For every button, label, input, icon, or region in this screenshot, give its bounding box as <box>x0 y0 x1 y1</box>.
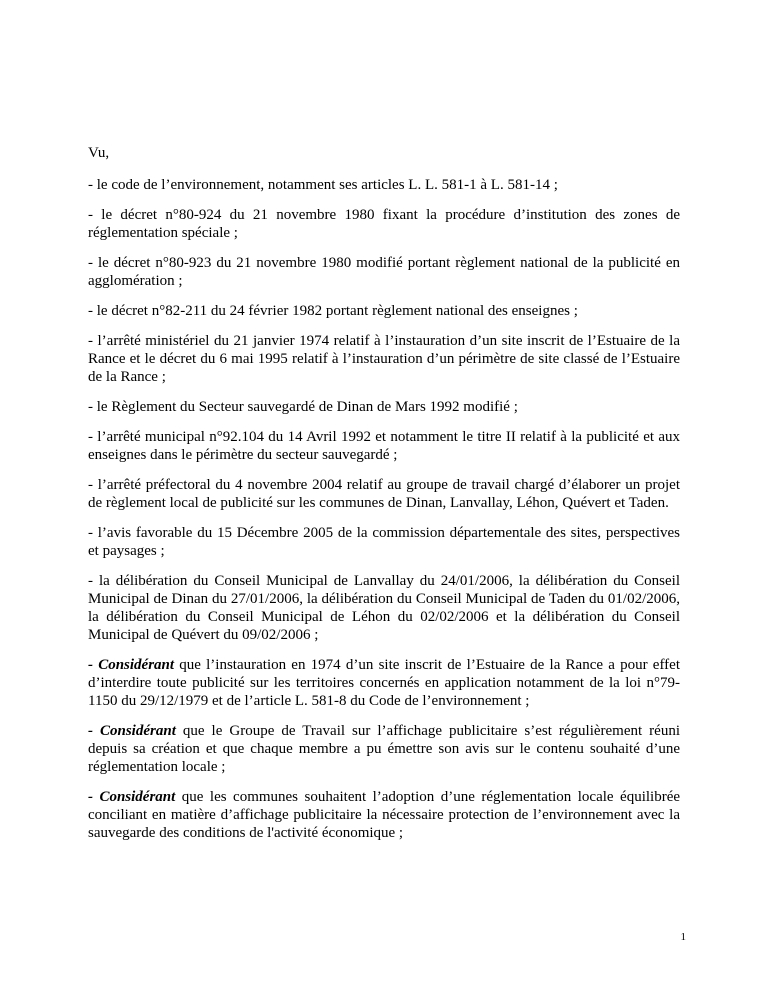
considerant-lead: - Considérant <box>88 789 176 805</box>
visa-item: - l’avis favorable du 15 Décembre 2005 de la commission départementale des sites, perspectives et paysages ; <box>88 525 680 559</box>
page-number: 1 <box>680 931 686 943</box>
visa-item: - le Règlement du Secteur sauvegardé de Dinan de Mars 1992 modifié ; <box>88 399 518 415</box>
visa-item: - l’arrêté ministériel du 21 janvier 1974 relatif à l’instauration d’un site inscrit de l’Estuaire de la Rance et le décret du 6 mai 1995 relatif à l’instauration d’un périmètre de site classé de l’Estuaire de la Rance ; <box>88 333 680 385</box>
considerant-item <box>88 788 680 842</box>
considerant-text: que les communes souhaitent l’adoption d’une réglementation locale équilibrée conciliant en matière d’affichage publicitaire la nécessaire protection de l’environnement avec la sauvegarde des conditions de l'activité économique ; <box>88 789 681 841</box>
visa-item: - l’arrêté municipal n°92.104 du 14 Avril 1992 et notamment le titre II relatif à la publicité et aux enseignes dans le périmètre du secteur sauvegardé ; <box>88 429 680 463</box>
considerant-lead: - Considérant <box>88 657 175 673</box>
considerant-item <box>88 722 680 776</box>
intro-text: Vu, <box>88 145 110 161</box>
considerant-text: que le Groupe de Travail sur l’affichage publicitaire s’est régulièrement réuni depuis sa création et que chaque membre a pu émettre son avis sur le contenu souhaité d’une réglementation locale ; <box>88 723 680 775</box>
visa-item: - l’arrêté préfectoral du 4 novembre 2004 relatif au groupe de travail chargé d’élaborer un projet de règlement local de publicité sur les communes de Dinan, Lanvallay, Léhon, Quévert et Taden. <box>88 477 680 511</box>
visa-item: - le code de l’environnement, notamment ses articles L. L. 581-1 à L. 581-14 ; <box>88 177 558 193</box>
visa-item: - le décret n°82-211 du 24 février 1982 portant règlement national des enseignes ; <box>88 303 578 319</box>
considerant-lead: - Considérant <box>88 723 176 739</box>
document-body <box>88 144 680 854</box>
considerant-item <box>88 656 680 710</box>
visa-item: - le décret n°80-924 du 21 novembre 1980 fixant la procédure d’institution des zones de réglementation spéciale ; <box>88 207 680 241</box>
visa-item: - le décret n°80-923 du 21 novembre 1980 modifié portant règlement national de la publicité en agglomération ; <box>88 255 680 289</box>
considerant-text: que l’instauration en 1974 d’un site inscrit de l’Estuaire de la Rance a pour effet d’interdire toute publicité sur les territoires concernés en application notamment de la loi n°79-1150 du 29/12/1979 et de l’article L. 581-8 du Code de l’environnement ; <box>88 657 680 709</box>
visa-item: - la délibération du Conseil Municipal de Lanvallay du 24/01/2006, la délibération du Conseil Municipal de Dinan du 27/01/2006, la délibération du Conseil Municipal de Taden du 01/02/2006, la délibération du Conseil Municipal de Léhon du 02/02/2006 et la délibération du Conseil Municipal de Quévert du 09/02/2006 ; <box>88 573 680 643</box>
